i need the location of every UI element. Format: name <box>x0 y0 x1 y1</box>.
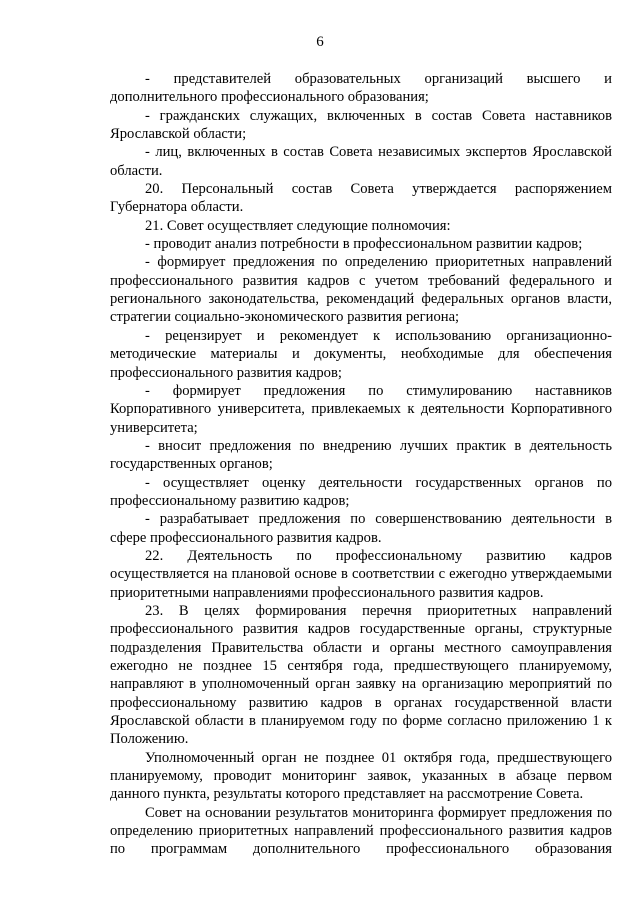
paragraph-item-21: 21. Совет осуществляет следующие полномочия: <box>145 217 451 234</box>
paragraph-review-materials: - рецензирует и рекомендует к использованию организационно-методические материалы и документы, необходимые для обеспечения профессионального развития кадров; <box>110 327 612 381</box>
paragraph-item-23: 23. В целях формирования перечня приоритетных направлений профессионального развития кадров государственные органы, структурные подразделения Правительства области и органы местного самоуправления ежегодно не позднее 15 сентября года, предшествующего планируемому, направляют в уполномоченный орган заявку на организацию мероприятий по профессиональному развитию кадров в органах государственной власти Ярославской области в планируемом году по форме согласно приложению 1 к Положению. <box>110 602 612 748</box>
paragraph-best-practices: - вносит предложения по внедрению лучших практик в деятельность государственных органов; <box>110 437 612 473</box>
paragraph-civil-servants: - гражданских служащих, включенных в состав Совета наставников Ярославской области; <box>110 107 612 143</box>
paragraph-representatives-education: - представителей образовательных организаций высшего и дополнительного профессионального образования; <box>110 71 612 106</box>
paragraph-item-20: 20. Персональный состав Совета утверждается распоряжением Губернатора области. <box>110 181 612 216</box>
paragraph-mentor-incentives: - формирует предложения по стимулированию наставников Корпоративного университета, привлекаемых к деятельности Корпоративного университета; <box>110 382 612 436</box>
paragraph-item-22: 22. Деятельность по профессиональному развитию кадров осуществляется на плановой основе в соответствии с ежегодно утверждаемыми приоритетными направлениями профессионального развития кадров. <box>110 547 612 601</box>
paragraph-analysis: - проводит анализ потребности в профессиональном развитии кадров; <box>145 236 583 253</box>
paragraph-monitoring: Уполномоченный орган не позднее 01 октября года, предшествующего планируемому, проводит мониторинг заявок, указанных в абзаце первом данного пункта, результаты которого представляет на рассмотрение Совета. <box>110 749 612 803</box>
paragraph-council-proposals: Совет на основании результатов мониторинга формирует предложения по определению приоритетных направлений профессионального развития кадров по программам дополнительного профессионального образования <box>110 804 612 858</box>
paragraph-improvement-proposals: - разрабатывает предложения по совершенствованию деятельности в сфере профессионального развития кадров. <box>110 511 612 546</box>
page-number: 6 <box>316 34 324 50</box>
paragraph-priority-proposals: - формирует предложения по определению приоритетных направлений профессионального развития кадров с учетом требований федерального и регионального законодательства, рекомендаций федеральных органов власти, стратегии социально-экономического развития региона; <box>110 254 612 326</box>
document-body <box>110 70 612 859</box>
paragraph-evaluation: - осуществляет оценку деятельности государственных органов по профессиональному развитию кадров; <box>110 474 612 509</box>
paragraph-independent-experts: - лиц, включенных в состав Совета независимых экспертов Ярославской области. <box>110 144 612 179</box>
